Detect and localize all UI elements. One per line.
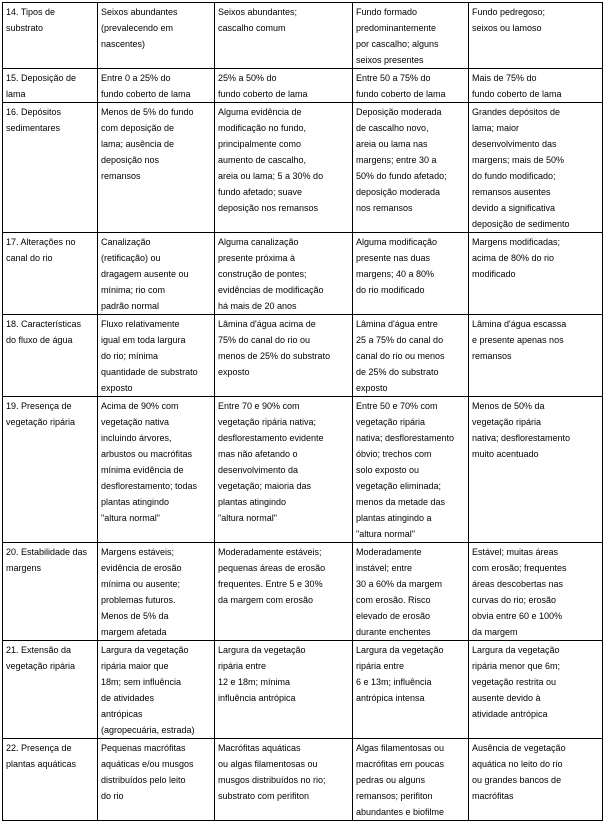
table-cell: Largura da vegetação ripária entre 12 e 18m; mínima influência antrópica	[215, 641, 353, 739]
table-row	[3, 543, 603, 641]
parameter-cell: 19. Presença de vegetação ripária	[3, 397, 98, 543]
table-row	[3, 69, 603, 103]
parameter-cell: 20. Estabilidade das margens	[3, 543, 98, 641]
table-cell: Acima de 90% com vegetação nativa incluindo árvores, arbustos ou macrófitas mínima evidência de desflorestamento; todas plantas atingindo "altura normal"	[98, 397, 215, 543]
table-cell: Entre 50 a 75% do fundo coberto de lama	[353, 69, 469, 103]
table-cell: Estável; muitas áreas com erosão; frequentes áreas descobertas nas curvas do rio; erosão obvia entre 60 e 100% da margem	[469, 543, 603, 641]
table-cell: Alguma canalização presente próxima à construção de pontes; evidências de modificação há mais de 20 anos	[215, 233, 353, 315]
table-cell: Lâmina d'água entre 25 a 75% do canal do canal do rio ou menos de 25% do substrato exposto	[353, 315, 469, 397]
table-cell: Fundo pedregoso; seixos ou lamoso	[469, 3, 603, 69]
table-cell: Largura da vegetação ripária menor que 6m; vegetação restrita ou ausente devido à atividade antrópica	[469, 641, 603, 739]
table-cell: Entre 70 e 90% com vegetação ripária nativa; desflorestamento evidente mas não afetando o desenvolvimento da vegetação; maioria das plantas atingindo "altura normal"	[215, 397, 353, 543]
table-cell: Seixos abundantes (prevalecendo em nascentes)	[98, 3, 215, 69]
parameter-cell: 16. Depósitos sedimentares	[3, 103, 98, 233]
table-row	[3, 233, 603, 315]
table-cell: Algas filamentosas ou macrófitas em poucas pedras ou alguns remansos; perifiton abundantes e biofilme	[353, 739, 469, 821]
table-row	[3, 315, 603, 397]
table-cell: Seixos abundantes; cascalho comum	[215, 3, 353, 69]
parameter-cell: 22. Presença de plantas aquáticas	[3, 739, 98, 821]
table-cell: Macrófitas aquáticas ou algas filamentosas ou musgos distribuídos no rio; substrato com perifiton	[215, 739, 353, 821]
table-cell: Margens estáveis; evidência de erosão mínima ou ausente; problemas futuros. Menos de 5% da margem afetada	[98, 543, 215, 641]
table-row	[3, 641, 603, 739]
table-cell: Mais de 75% do fundo coberto de lama	[469, 69, 603, 103]
table-cell: Canalização (retificação) ou dragagem ausente ou mínima; rio com padrão normal	[98, 233, 215, 315]
table-cell: Pequenas macrófitas aquáticas e/ou musgos distribuídos pelo leito do rio	[98, 739, 215, 821]
table-cell: Menos de 50% da vegetação ripária nativa; desflorestamento muito acentuado	[469, 397, 603, 543]
table-cell: Grandes depósitos de lama; maior desenvolvimento das margens; mais de 50% do fundo modificado; remansos ausentes devido a significativa deposição de sedimento	[469, 103, 603, 233]
parameter-cell: 15. Deposição de lama	[3, 69, 98, 103]
table-row	[3, 3, 603, 69]
parameter-cell: 18. Características do fluxo de água	[3, 315, 98, 397]
parameter-cell: 17. Alterações no canal do rio	[3, 233, 98, 315]
table-cell: Deposição moderada de cascalho novo, areia ou lama nas margens; entre 30 a 50% do fundo afetado; deposição moderada nos remansos	[353, 103, 469, 233]
table-cell: Alguma evidência de modificação no fundo, principalmente como aumento de cascalho, areia ou lama; 5 a 30% do fundo afetado; suave deposição nos remansos	[215, 103, 353, 233]
parameter-cell: 21. Extensão da vegetação ripária	[3, 641, 98, 739]
table-cell: Menos de 5% do fundo com deposição de lama; ausência de deposição nos remansos	[98, 103, 215, 233]
table-cell: Fluxo relativamente igual em toda largura do rio; mínima quantidade de substrato exposto	[98, 315, 215, 397]
table-row	[3, 739, 603, 821]
table-cell: Margens modificadas; acima de 80% do rio modificado	[469, 233, 603, 315]
table-cell: Ausência de vegetação aquática no leito do rio ou grandes bancos de macrófitas	[469, 739, 603, 821]
table-cell: Largura da vegetação ripária entre 6 e 13m; influência antrópica intensa	[353, 641, 469, 739]
parameter-cell: 14. Tipos de substrato	[3, 3, 98, 69]
table-cell: Lâmina d'água escassa e presente apenas nos remansos	[469, 315, 603, 397]
table-row	[3, 103, 603, 233]
document-page	[2, 2, 603, 821]
table-cell: Lâmina d'água acima de 75% do canal do rio ou menos de 25% do substrato exposto	[215, 315, 353, 397]
table-cell: 25% a 50% do fundo coberto de lama	[215, 69, 353, 103]
table-cell: Alguma modificação presente nas duas margens; 40 a 80% do rio modificado	[353, 233, 469, 315]
table-cell: Moderadamente instável; entre 30 a 60% da margem com erosão. Risco elevado de erosão durante enchentes	[353, 543, 469, 641]
table-cell: Fundo formado predominantemente por cascalho; alguns seixos presentes	[353, 3, 469, 69]
table-cell: Entre 50 e 70% com vegetação ripária nativa; desflorestamento óbvio; trechos com solo exposto ou vegetação eliminada; menos da metade das plantas atingindo a "altura normal"	[353, 397, 469, 543]
table-row	[3, 397, 603, 543]
habitat-assessment-table	[2, 2, 603, 821]
table-cell: Moderadamente estáveis; pequenas áreas de erosão frequentes. Entre 5 e 30% da margem com erosão	[215, 543, 353, 641]
table-cell: Largura da vegetação ripária maior que 18m; sem influência de atividades antrópicas (agropecuária, estrada)	[98, 641, 215, 739]
table-cell: Entre 0 a 25% do fundo coberto de lama	[98, 69, 215, 103]
